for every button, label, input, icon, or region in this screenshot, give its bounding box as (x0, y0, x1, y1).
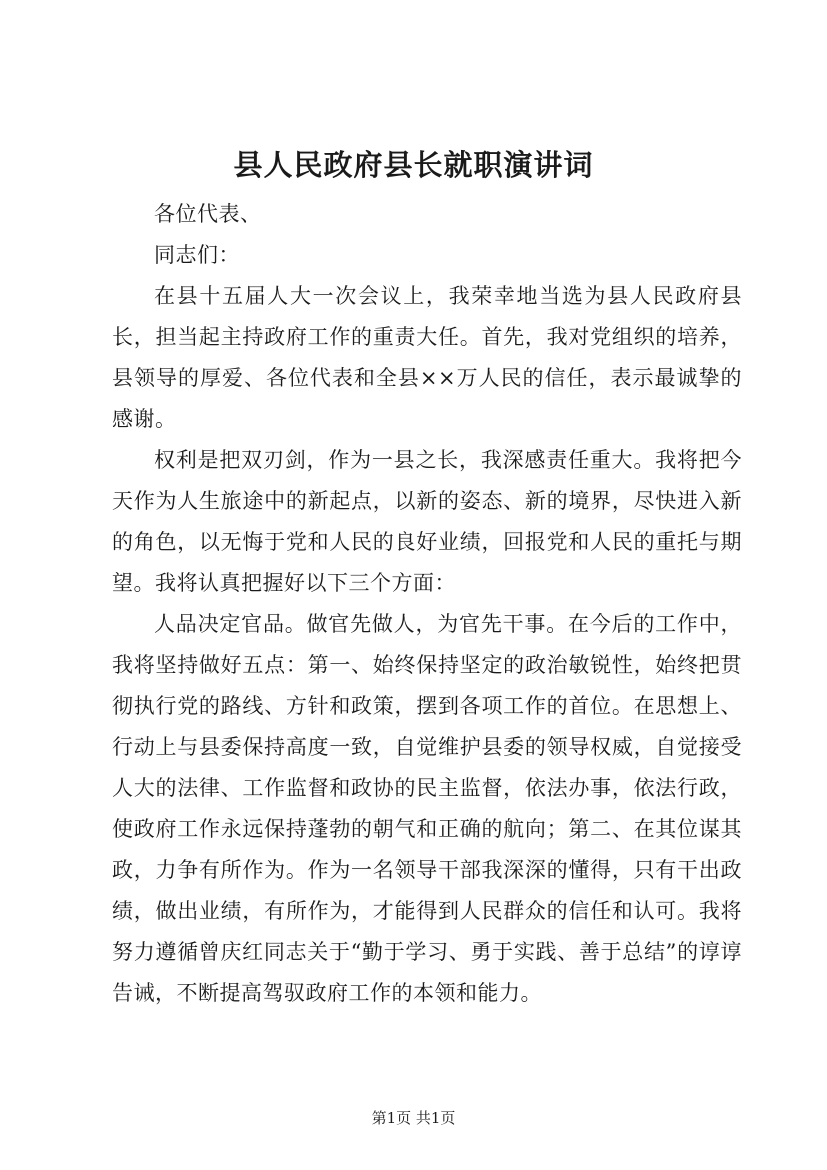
paragraph-3: 人品决定官品。做官先做人，为官先干事。在今后的工作中，我将坚持做好五点：第一、始终保持坚定的政治敏锐性，始终把贯彻执行党的路线、方针和政策，摆到各项工作的首位。在思想上、行动上与县委保持高度一致，自觉维护县委的领导权威，自觉接受人大的法律、工作监督和政协的民主监督，依法办事，依法行政，使政府工作永远保持蓬勃的朝气和正确的航向；第二、在其位谋其政，力争有所作为。作为一名领导干部我深深的懂得，只有干出政绩，做出业绩，有所作为，才能得到人民群众的信任和认可。我将努力遵循曾庆红同志关于“勤于学习、勇于实践、善于总结”的谆谆告诫，不断提高驾驭政府工作的本领和能力。 (112, 612, 742, 1005)
document-title: 县人民政府县长就职演讲词 (233, 148, 594, 182)
paragraph-2: 权利是把双刃剑，作为一县之长，我深感责任重大。我将把今天作为人生旅途中的新起点，以新的姿态、新的境界，尽快进入新的角色，以无悔于党和人民的良好业绩，回报党和人民的重托与期望。我将认真把握好以下三个方面： (112, 448, 742, 595)
salutation-line-1: 各位代表、 (154, 202, 262, 226)
page-footer: 第1页 共1页 (371, 1109, 456, 1127)
salutation-line-2: 同志们： (154, 243, 240, 267)
paragraph-1: 在县十五届人大一次会议上，我荣幸地当选为县人民政府县长，担当起主持政府工作的重责大任。首先，我对党组织的培养，县领导的厚爱、各位代表和全县××万人民的信任，表示最诚挚的感谢。 (112, 284, 742, 431)
document-body (112, 194, 742, 1014)
